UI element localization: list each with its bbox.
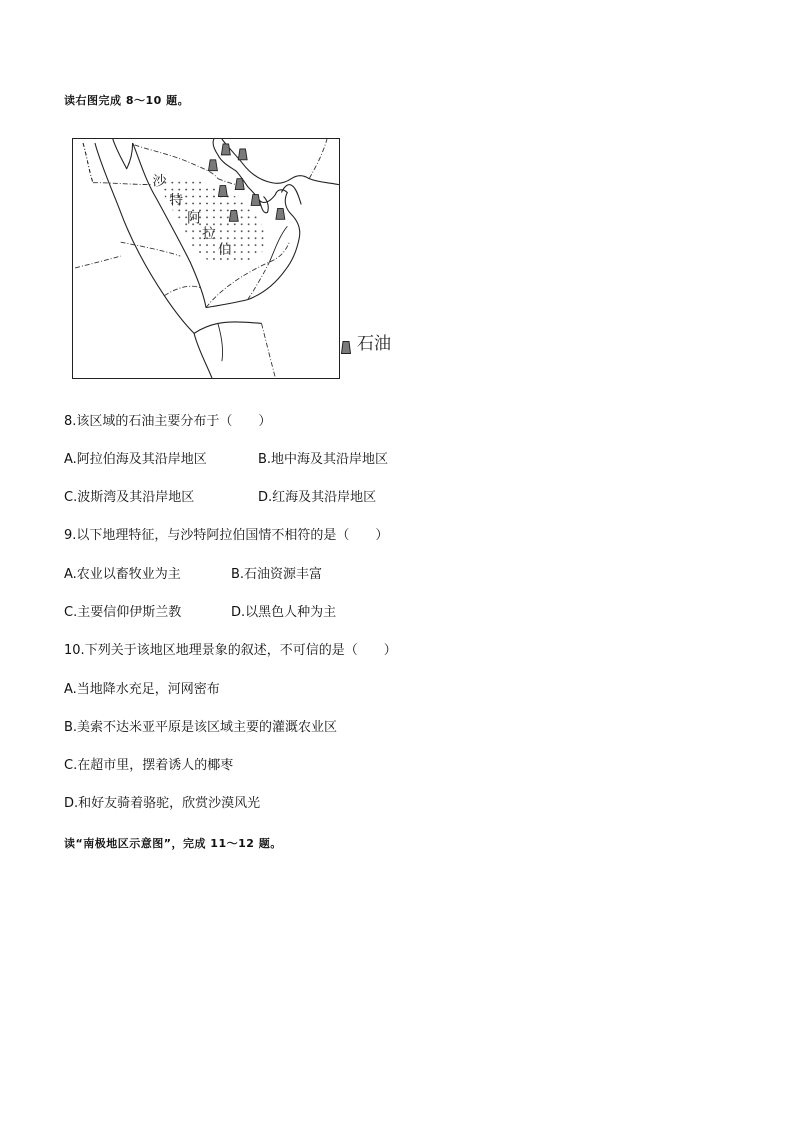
question-stem: 以下地理特征，与沙特阿拉伯国情不相符的是（ ） [76,528,389,543]
oil-derrick-icon [341,341,351,354]
oil-derrick-icon [238,149,247,160]
oil-derrick-icon [208,160,217,171]
saudi-arabia-map [72,138,340,379]
q10-option-b: B.美索不达米亚平原是该区域主要的灌溉农业区 [64,720,338,735]
instruction-11-12: 读“南极地区示意图”，完成 11～12 题。 [64,837,282,850]
question-stem: 下列关于该地区地理景象的叙述，不可信的是（ ） [84,643,397,658]
q8-option-a: A.阿拉伯海及其沿岸地区 [64,452,207,467]
question-number: 10. [64,643,85,658]
oil-derrick-icon [221,144,230,155]
q9-option-b: B.石油资源丰富 [231,567,323,582]
map-char-3: 阿 [187,210,202,227]
instruction-8-10: 读右图完成 8～10 题。 [64,94,190,107]
q8-option-d: D.红海及其沿岸地区 [258,490,377,505]
map-char-1: 沙 [152,173,167,190]
q9-option-a: A.农业以畜牧业为主 [64,567,181,582]
oil-derrick-icon [229,210,238,221]
question-number: 9. [64,528,77,543]
question-10 [64,643,397,659]
oil-derrick-icon [251,195,260,206]
question-stem: 该区域的石油主要分布于（ ） [76,414,272,429]
question-8 [64,414,271,430]
q8-option-b: B.地中海及其沿岸地区 [258,452,389,467]
question-9 [64,528,388,544]
map-char-4: 拉 [202,226,216,243]
oil-derrick-icon [235,179,244,190]
legend-label: 石油 [357,334,391,354]
oil-derrick-icon [276,208,285,219]
map-legend [341,334,411,358]
map-drawing [73,139,339,378]
q9-option-d: D.以黑色人种为主 [231,605,337,620]
map-char-5: 伯 [217,242,232,259]
question-number: 8. [64,414,77,429]
q10-option-c: C.在超市里，摆着诱人的椰枣 [64,758,234,773]
q10-option-a: A.当地降水充足，河网密布 [64,682,220,697]
oil-derrick-icon [218,186,227,197]
map-char-2: 特 [169,192,184,209]
q9-option-c: C.主要信仰伊斯兰教 [64,605,182,620]
q10-option-d: D.和好友骑着骆驼，欣赏沙漠风光 [64,796,261,811]
q8-option-c: C.波斯湾及其沿岸地区 [64,490,195,505]
